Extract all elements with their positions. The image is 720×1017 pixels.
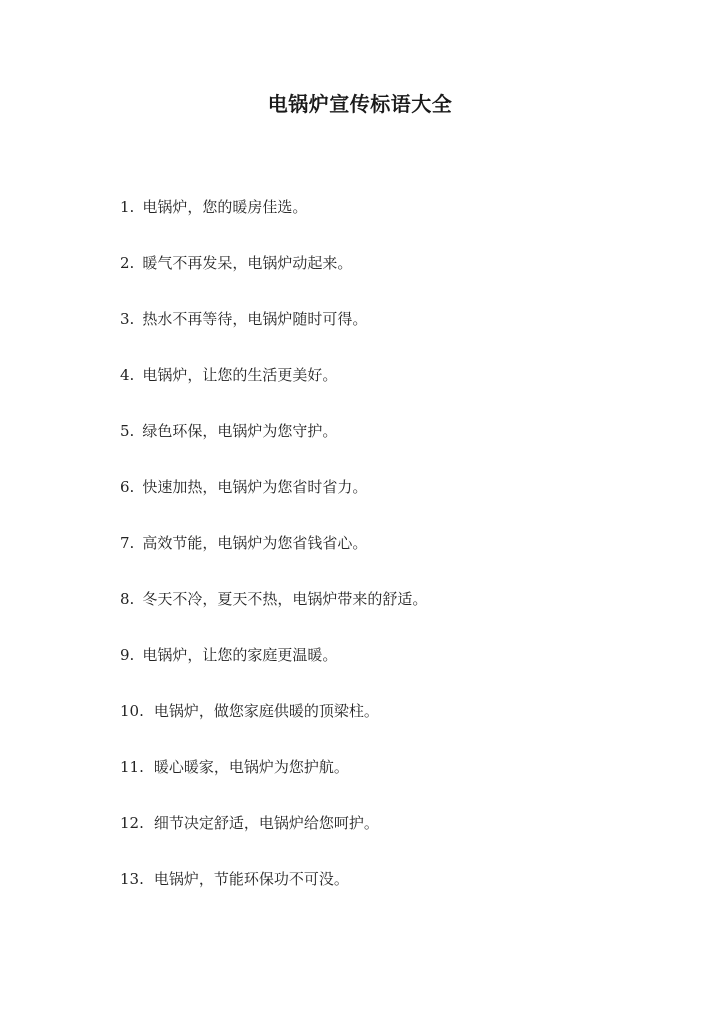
slogan-text: 电锅炉，让您的生活更美好。	[142, 366, 338, 384]
slogan-text: 电锅炉，做您家庭供暖的顶梁柱。	[153, 702, 379, 720]
slogan-item	[120, 531, 680, 587]
slogan-text: 暖心暖家，电锅炉为您护航。	[153, 758, 349, 776]
slogan-text: 绿色环保，电锅炉为您守护。	[142, 422, 338, 440]
slogan-item	[120, 587, 680, 643]
slogan-item	[120, 643, 680, 699]
slogan-item	[120, 755, 680, 811]
slogan-item	[120, 363, 680, 419]
slogan-text: 快速加热，电锅炉为您省时省力。	[142, 478, 368, 496]
slogan-item	[120, 867, 680, 923]
slogan-text: 暖气不再发呆，电锅炉动起来。	[142, 254, 353, 272]
slogan-item	[120, 811, 680, 867]
slogan-text: 高效节能，电锅炉为您省钱省心。	[142, 534, 368, 552]
slogan-number: 10.	[120, 702, 144, 720]
slogan-number: 4.	[120, 366, 135, 384]
slogan-text: 热水不再等待，电锅炉随时可得。	[142, 310, 368, 328]
slogan-text: 电锅炉，节能环保功不可没。	[153, 870, 349, 888]
slogan-text: 细节决定舒适，电锅炉给您呵护。	[153, 814, 379, 832]
slogan-number: 2.	[120, 254, 135, 272]
slogan-number: 5.	[120, 422, 135, 440]
slogan-number: 1.	[120, 198, 135, 216]
slogan-number: 3.	[120, 310, 135, 328]
slogan-number: 13.	[120, 870, 144, 888]
slogan-list	[120, 195, 680, 923]
slogan-item	[120, 251, 680, 307]
slogan-number: 11.	[120, 758, 144, 776]
slogan-number: 9.	[120, 646, 135, 664]
slogan-number: 12.	[120, 814, 144, 832]
slogan-text: 电锅炉，您的暖房佳选。	[142, 198, 308, 216]
slogan-item	[120, 475, 680, 531]
slogan-item	[120, 195, 680, 251]
slogan-number: 8.	[120, 590, 135, 608]
slogan-text: 冬天不冷，夏天不热，电锅炉带来的舒适。	[142, 590, 428, 608]
slogan-number: 7.	[120, 534, 135, 552]
slogan-item	[120, 419, 680, 475]
slogan-item	[120, 307, 680, 363]
document-title: 电锅炉宣传标语大全	[267, 92, 453, 116]
slogan-text: 电锅炉，让您的家庭更温暖。	[142, 646, 338, 664]
slogan-number: 6.	[120, 478, 135, 496]
slogan-item	[120, 699, 680, 755]
